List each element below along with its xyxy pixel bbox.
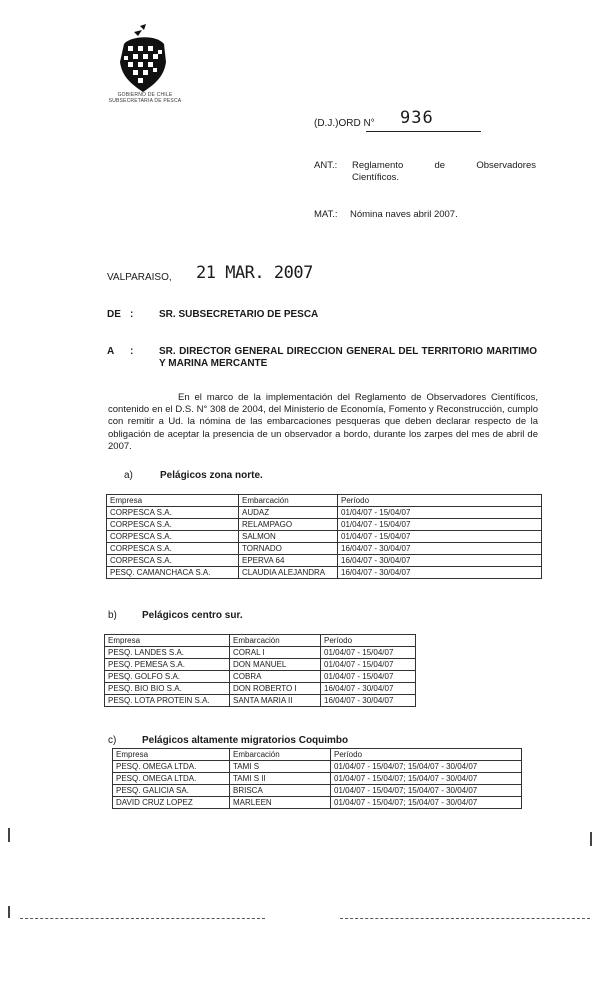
header-embarcacion: Embarcación [239,495,338,507]
cell-periodo: 16/04/07 - 30/04/07 [338,567,542,579]
cell-empresa: PESQ. LOTA PROTEIN S.A. [105,695,230,707]
cell-periodo: 01/04/07 - 15/04/07 [338,519,542,531]
body-paragraph: En el marco de la implementación del Reglamento de Observadores Científicos, contenido en el D.S. N° 308 de 2004, del Ministerio de Economía, Fomento y Reconstrucción, cumplo con remitir a Ud. la nómina de las embarcaciones pesqueras que deben declarar respecto de la obligación de aceptar la presencia de un observador a bordo, durante los zarpes del mes de abril de 2007. [108,392,538,452]
table-header-row [105,635,416,647]
table-row [105,683,416,695]
table-row [107,519,542,531]
a-colon: : [130,346,134,357]
scan-edge-mark [8,906,10,918]
cell-empresa: DAVID CRUZ LOPEZ [113,797,230,809]
table-row [107,543,542,555]
cell-periodo: 16/04/07 - 30/04/07 [321,695,416,707]
header-empresa: Empresa [113,749,230,761]
header-periodo: Período [331,749,522,761]
cell-embarcacion: SALMON [239,531,338,543]
cell-empresa: PESQ. CAMANCHACA S.A. [107,567,239,579]
date-stamp: 21 MAR. 2007 [196,263,313,283]
cell-periodo: 01/04/07 - 15/04/07; 15/04/07 - 30/04/07 [331,773,522,785]
a-value: SR. DIRECTOR GENERAL DIRECCION GENERAL DEL TERRITORIO MARITIMO Y MARINA MERCANTE [159,346,537,369]
cell-embarcacion: TORNADO [239,543,338,555]
table-row [113,773,522,785]
table-row [107,555,542,567]
cell-empresa: PESQ. OMEGA LTDA. [113,773,230,785]
cell-embarcacion: MARLEEN [230,797,331,809]
cell-periodo: 01/04/07 - 15/04/07 [321,647,416,659]
cell-empresa: PESQ. PEMESA S.A. [105,659,230,671]
cell-embarcacion: EPERVA 64 [239,555,338,567]
cell-embarcacion: DON MANUEL [230,659,321,671]
cell-periodo: 01/04/07 - 15/04/07; 15/04/07 - 30/04/07 [331,761,522,773]
logo-caption [100,92,190,104]
header-periodo: Período [338,495,542,507]
cell-periodo: 01/04/07 - 15/04/07 [338,507,542,519]
cell-empresa: PESQ. GALICIA SA. [113,785,230,797]
table-header-row [113,749,522,761]
ant-label: ANT.: [314,160,338,171]
ant-value-line1: Reglamento de Observadores [352,160,536,171]
cell-periodo: 01/04/07 - 15/04/07 [321,659,416,671]
header-empresa: Empresa [105,635,230,647]
a-label: A [107,346,115,357]
cell-empresa: PESQ. GOLFO S.A. [105,671,230,683]
cell-empresa: CORPESCA S.A. [107,519,239,531]
cell-embarcacion: TAMI S II [230,773,331,785]
cell-empresa: CORPESCA S.A. [107,531,239,543]
table-row [107,507,542,519]
section-a-title: Pelágicos zona norte. [160,470,263,481]
cell-periodo: 16/04/07 - 30/04/07 [321,683,416,695]
cell-embarcacion: COBRA [230,671,321,683]
table-row [105,671,416,683]
table-row [105,647,416,659]
table-section-a [106,494,542,579]
header-empresa: Empresa [107,495,239,507]
mat-value: Nómina naves abril 2007. [350,209,458,220]
cell-embarcacion: BRISCA [230,785,331,797]
section-c-title: Pelágicos altamente migratorios Coquimbo [142,735,349,746]
cell-embarcacion: DON ROBERTO I [230,683,321,695]
logo-caption-line1: GOBIERNO DE CHILE [117,92,173,98]
reference-number-value: 936 [400,108,434,128]
table-row [107,567,542,579]
cell-periodo: 01/04/07 - 15/04/07 [321,671,416,683]
scan-line-left [20,918,265,919]
table-row [105,659,416,671]
table-row [113,797,522,809]
cell-periodo: 16/04/07 - 30/04/07 [338,555,542,567]
cell-empresa: PESQ. LANDES S.A. [105,647,230,659]
logo-caption-line2: SUBSECRETARIA DE PESCA [108,98,182,104]
table-row [107,531,542,543]
cell-periodo: 16/04/07 - 30/04/07 [338,543,542,555]
reference-number [314,108,434,129]
section-b-letter: b) [108,610,117,621]
de-colon: : [130,309,134,320]
scan-edge-mark [8,828,10,842]
table-section-b [104,634,416,707]
cell-embarcacion: CLAUDIA ALEJANDRA [239,567,338,579]
section-b-title: Pelágicos centro sur. [142,610,243,621]
table-section-c [112,748,522,809]
section-a-letter: a) [124,470,133,481]
cell-embarcacion: SANTA MARIA II [230,695,321,707]
table-row [105,695,416,707]
cell-embarcacion: TAMI S [230,761,331,773]
header-embarcacion: Embarcación [230,635,321,647]
cell-empresa: CORPESCA S.A. [107,543,239,555]
table-row [113,761,522,773]
cell-periodo: 01/04/07 - 15/04/07; 15/04/07 - 30/04/07 [331,797,522,809]
de-label: DE [107,309,121,320]
cell-empresa: PESQ. OMEGA LTDA. [113,761,230,773]
de-value: SR. SUBSECRETARIO DE PESCA [159,309,319,320]
cell-empresa: CORPESCA S.A. [107,507,239,519]
cell-embarcacion: CORAL I [230,647,321,659]
cell-empresa: PESQ. BIO BIO S.A. [105,683,230,695]
cell-empresa: CORPESCA S.A. [107,555,239,567]
government-logo [108,22,178,102]
table-row [113,785,522,797]
header-embarcacion: Embarcación [230,749,331,761]
city: VALPARAISO, [107,272,172,283]
ant-value-line2: Científicos. [352,172,399,183]
cell-embarcacion: AUDAZ [239,507,338,519]
section-c-letter: c) [108,735,117,746]
table-header-row [107,495,542,507]
cell-periodo: 01/04/07 - 15/04/07; 15/04/07 - 30/04/07 [331,785,522,797]
cell-embarcacion: RELAMPAGO [239,519,338,531]
scan-line-right [340,918,590,919]
mat-label: MAT.: [314,209,338,220]
header-periodo: Período [321,635,416,647]
reference-underline [366,131,481,132]
scan-edge-mark [590,832,592,846]
cell-periodo: 01/04/07 - 15/04/07 [338,531,542,543]
reference-prefix: (D.J.)ORD N° [314,118,375,129]
